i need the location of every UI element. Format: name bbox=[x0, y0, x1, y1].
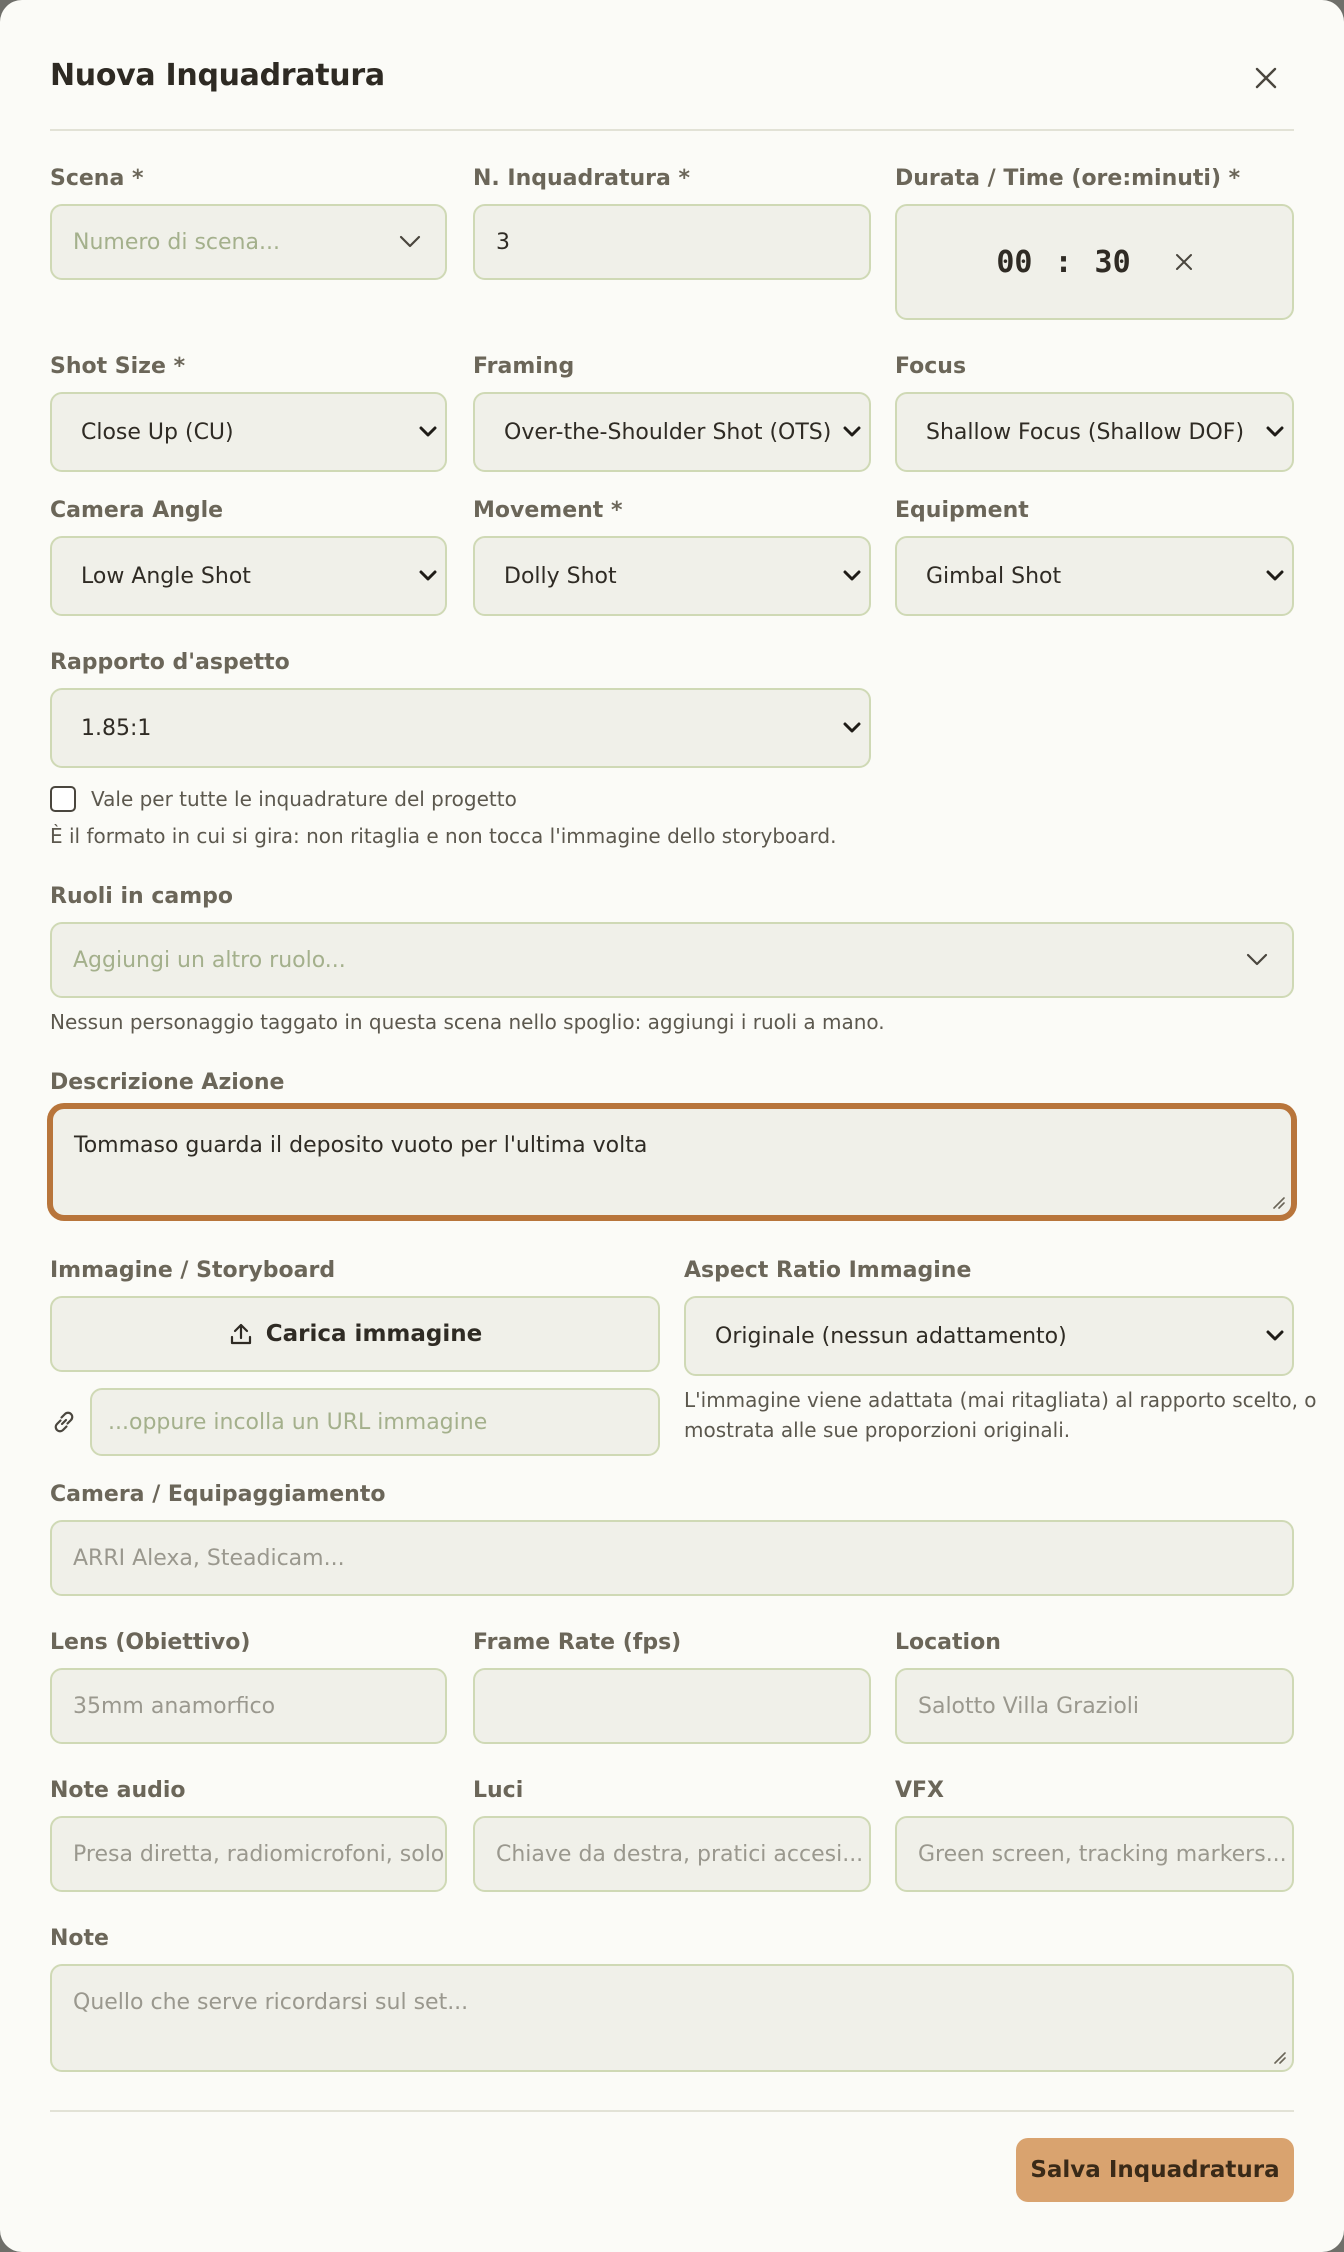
chevron-down-icon bbox=[1246, 953, 1268, 967]
resize-handle-icon[interactable] bbox=[1272, 2050, 1286, 2064]
location-input[interactable] bbox=[895, 1668, 1294, 1744]
image-aspect-select[interactable] bbox=[684, 1296, 1294, 1376]
shot-number-label: N. Inquadratura * bbox=[473, 166, 691, 191]
camera-angle-select[interactable] bbox=[50, 536, 447, 616]
equipment-value: Gimbal Shot bbox=[926, 563, 1062, 589]
focus-value: Shallow Focus (Shallow DOF) bbox=[926, 419, 1245, 445]
chevron-down-icon bbox=[1266, 1330, 1284, 1342]
modal-title: Nuova Inquadratura bbox=[50, 58, 385, 93]
camera-equipment-label: Camera / Equipaggiamento bbox=[50, 1482, 386, 1507]
chevron-down-icon bbox=[1266, 426, 1284, 438]
chevron-down-icon bbox=[399, 235, 421, 249]
vfx-input[interactable] bbox=[895, 1816, 1294, 1892]
chevron-down-icon bbox=[843, 426, 861, 438]
image-aspect-value: Originale (nessun adattamento) bbox=[715, 1323, 1067, 1349]
roles-select[interactable] bbox=[50, 922, 1294, 998]
equipment-label: Equipment bbox=[895, 498, 1029, 523]
audio-notes-input[interactable] bbox=[50, 1816, 447, 1892]
notes-label: Note bbox=[50, 1926, 109, 1951]
location-label: Location bbox=[895, 1630, 1001, 1655]
chevron-down-icon bbox=[843, 570, 861, 582]
notes-textarea[interactable] bbox=[50, 1964, 1294, 2072]
vfx-label: VFX bbox=[895, 1778, 945, 1803]
footer-divider bbox=[50, 2110, 1294, 2112]
image-aspect-hint-line2: mostrata alle sue proporzioni originali. bbox=[684, 1418, 1071, 1442]
movement-value: Dolly Shot bbox=[504, 563, 617, 589]
upload-image-button[interactable] bbox=[50, 1296, 660, 1372]
camera-angle-label: Camera Angle bbox=[50, 498, 224, 523]
image-label: Immagine / Storyboard bbox=[50, 1258, 336, 1283]
close-button[interactable] bbox=[1244, 56, 1288, 100]
apply-all-label[interactable]: Vale per tutte le inquadrature del progetto bbox=[91, 787, 517, 811]
image-url-placeholder: ...oppure incolla un URL immagine bbox=[108, 1409, 488, 1435]
frame-rate-input[interactable] bbox=[473, 1668, 871, 1744]
shot-number-value: 3 bbox=[496, 229, 510, 255]
action-value: Tommaso guarda il deposito vuoto per l'ultima volta bbox=[74, 1133, 648, 1158]
chevron-down-icon bbox=[419, 426, 437, 438]
shot-size-select[interactable] bbox=[50, 392, 447, 472]
movement-label: Movement * bbox=[473, 498, 623, 523]
image-aspect-label: Aspect Ratio Immagine bbox=[684, 1258, 972, 1283]
lens-placeholder: 35mm anamorfico bbox=[73, 1693, 276, 1719]
chevron-down-icon bbox=[843, 722, 861, 734]
chevron-down-icon bbox=[1266, 570, 1284, 582]
upload-icon bbox=[228, 1321, 254, 1347]
save-shot-button[interactable]: Salva Inquadratura bbox=[1016, 2138, 1294, 2202]
apply-all-checkbox[interactable] bbox=[50, 786, 76, 812]
action-label: Descrizione Azione bbox=[50, 1070, 285, 1095]
resize-handle-icon[interactable] bbox=[1271, 1195, 1285, 1209]
movement-select[interactable] bbox=[473, 536, 871, 616]
lights-label: Luci bbox=[473, 1778, 524, 1803]
focus-select[interactable] bbox=[895, 392, 1294, 472]
aspect-ratio-hint: È il formato in cui si gira: non ritaglia e non tocca l'immagine dello storyboard. bbox=[50, 824, 837, 848]
location-placeholder: Salotto Villa Grazioli bbox=[918, 1693, 1140, 1719]
close-icon bbox=[1254, 66, 1278, 90]
duration-separator: : bbox=[1054, 244, 1073, 280]
shot-size-value: Close Up (CU) bbox=[81, 419, 234, 445]
frame-rate-label: Frame Rate (fps) bbox=[473, 1630, 682, 1655]
upload-image-label: Carica immagine bbox=[265, 1321, 483, 1347]
camera-equipment-input[interactable] bbox=[50, 1520, 1294, 1596]
roles-hint: Nessun personaggio taggato in questa scena nello spoglio: aggiungi i ruoli a mano. bbox=[50, 1010, 885, 1034]
chevron-down-icon bbox=[419, 570, 437, 582]
audio-notes-placeholder: Presa diretta, radiomicrofoni, solo bbox=[73, 1841, 445, 1867]
duration-clear-button[interactable] bbox=[1175, 253, 1193, 271]
duration-hours[interactable]: 00 bbox=[996, 244, 1033, 280]
link-icon bbox=[50, 1408, 78, 1436]
lights-placeholder: Chiave da destra, pratici accesi... bbox=[496, 1841, 864, 1867]
scene-select[interactable] bbox=[50, 204, 447, 280]
scene-placeholder: Numero di scena... bbox=[73, 229, 280, 255]
duration-label: Durata / Time (ore:minuti) * bbox=[895, 166, 1241, 191]
aspect-ratio-select[interactable] bbox=[50, 688, 871, 768]
scene-label: Scena * bbox=[50, 166, 144, 191]
lights-input[interactable] bbox=[473, 1816, 871, 1892]
vfx-placeholder: Green screen, tracking markers... bbox=[918, 1841, 1287, 1867]
framing-select[interactable] bbox=[473, 392, 871, 472]
notes-placeholder: Quello che serve ricordarsi sul set... bbox=[73, 1990, 469, 2015]
framing-value: Over-the-Shoulder Shot (OTS) bbox=[504, 419, 832, 445]
shot-number-input[interactable] bbox=[473, 204, 871, 280]
aspect-ratio-label: Rapporto d'aspetto bbox=[50, 650, 290, 675]
clear-icon bbox=[1175, 253, 1193, 271]
roles-placeholder: Aggiungi un altro ruolo... bbox=[73, 947, 346, 973]
framing-label: Framing bbox=[473, 354, 575, 379]
roles-label: Ruoli in campo bbox=[50, 884, 233, 909]
audio-notes-label: Note audio bbox=[50, 1778, 186, 1803]
header-divider bbox=[50, 129, 1294, 131]
aspect-ratio-value: 1.85:1 bbox=[81, 715, 152, 741]
camera-equipment-placeholder: ARRI Alexa, Steadicam... bbox=[73, 1545, 345, 1571]
action-textarea[interactable] bbox=[50, 1106, 1294, 1218]
equipment-select[interactable] bbox=[895, 536, 1294, 616]
shot-size-label: Shot Size * bbox=[50, 354, 186, 379]
camera-angle-value: Low Angle Shot bbox=[81, 563, 251, 589]
image-aspect-hint-line1: L'immagine viene adattata (mai ritagliata) al rapporto scelto, o bbox=[684, 1388, 1317, 1412]
lens-label: Lens (Obiettivo) bbox=[50, 1630, 251, 1655]
duration-input[interactable] bbox=[895, 204, 1294, 320]
focus-label: Focus bbox=[895, 354, 967, 379]
lens-input[interactable] bbox=[50, 1668, 447, 1744]
image-url-input[interactable] bbox=[90, 1388, 660, 1456]
duration-minutes[interactable]: 30 bbox=[1094, 244, 1131, 280]
